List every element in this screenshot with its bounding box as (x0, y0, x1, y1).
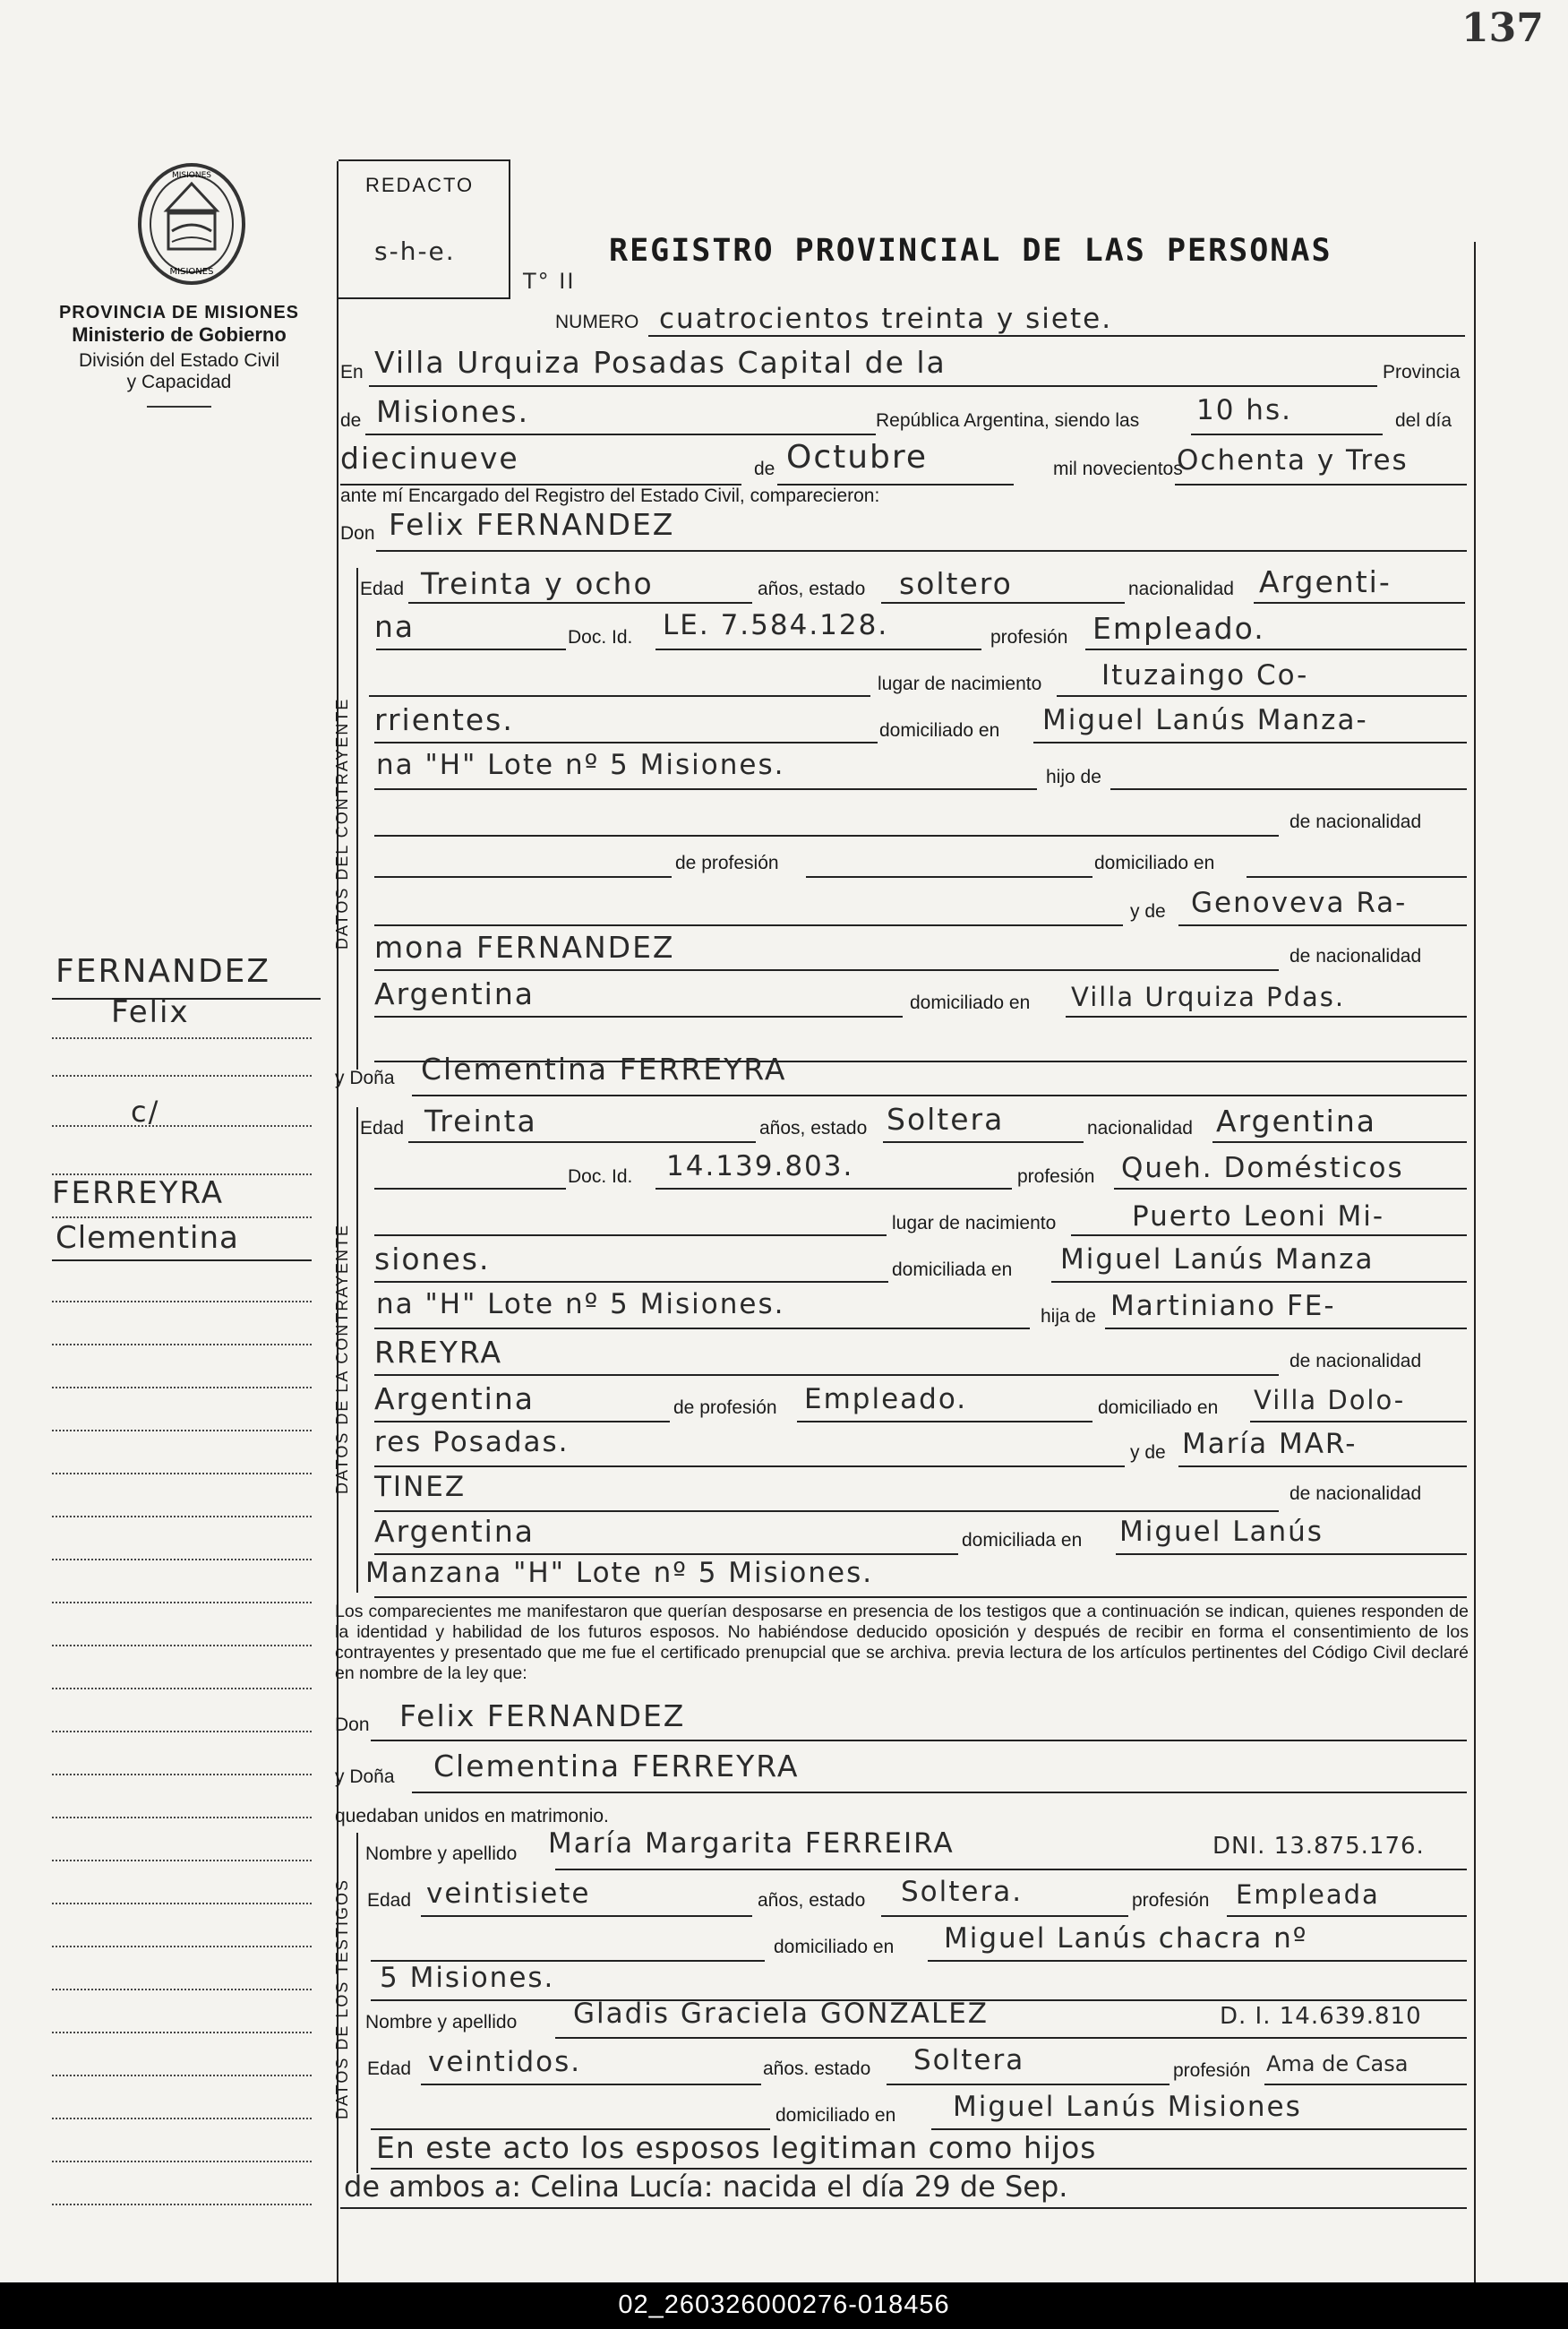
registry-title: REGISTRO PROVINCIAL DE LAS PERSONAS (609, 233, 1332, 269)
bride-mother-address-b: Manzana "H" Lote nº 5 Misiones. (365, 1557, 874, 1589)
margin-dotted-line (52, 1688, 312, 1689)
groom-profession: Empleado. (1092, 611, 1265, 646)
margin-dotted-line (52, 1559, 312, 1560)
bride-birthplace-b: siones. (374, 1242, 491, 1276)
label-lugar-nacimiento: lugar de nacimiento (878, 674, 1042, 694)
bride-mother-a: María MAR- (1182, 1428, 1358, 1460)
bride-profession: Queh. Domésticos (1121, 1152, 1404, 1184)
seal-text-top: MISIONES (171, 171, 212, 180)
margin-dotted-line (52, 1387, 312, 1388)
groom-status: soltero (899, 566, 1013, 601)
label-republica: República Argentina, siendo las (876, 410, 1140, 431)
bride-status: Soltera (887, 1102, 1005, 1137)
label-de-mes: de (754, 459, 775, 479)
label-domiciliado-w1: domiciliado en (774, 1937, 895, 1957)
label-anos-estado-bride: años, estado (759, 1118, 868, 1139)
margin-dotted-line (52, 1860, 312, 1861)
union-bride: Clementina FERREYRA (433, 1749, 800, 1783)
bride-age: Treinta (424, 1104, 537, 1139)
label-provincia: Provincia (1383, 362, 1461, 382)
label-numero: NUMERO (555, 312, 639, 332)
witness2-status: Soltera (913, 2044, 1025, 2076)
witness1-profession: Empleada (1236, 1879, 1380, 1910)
page-number: 137 (1461, 5, 1544, 51)
legitimation-note-1: En este acto los esposos legitiman como hijos (376, 2130, 1097, 2165)
witness1-address-b: 5 Misiones. (380, 1962, 555, 1994)
witness1-name: María Margarita FERREIRA (548, 1827, 955, 1860)
label-edad-w1: Edad (367, 1890, 412, 1911)
label-del-dia: del día (1395, 410, 1452, 431)
groom-mother-address: Villa Urquiza Pdas. (1071, 982, 1346, 1012)
tomo-mark: T° II (523, 269, 576, 294)
groom-doc: LE. 7.584.128. (663, 609, 889, 641)
label-nombre-apellido-2: Nombre y apellido (365, 2012, 518, 2033)
label-mil-novecientos: mil novecientos (1053, 459, 1183, 479)
label-de-nacionalidad-madre-bride: de nacionalidad (1290, 1483, 1422, 1504)
legitimation-note-2: de ambos a: Celina Lucía: nacida el día 29 de Sep. (344, 2170, 1068, 2204)
label-domiciliado: domiciliado en (879, 720, 1000, 741)
margin-dotted-line (52, 1602, 312, 1603)
act-province: Misiones. (376, 394, 530, 429)
label-lugar-nacimiento-bride: lugar de nacimiento (892, 1213, 1057, 1233)
declaration-paragraph: Los comparecientes me manifestaron que querían desposarse en presencia de los testigos que a continuación se indican, quienes responden de la identidad y habilidad de los futuros esposos. No habiéndose deducido oposición y después de recibir en forma el consentimiento de los contrayentes y presentado que me fue el certificado prenupcial que se archiva. previa lectura de los artículos pertinentes del Código Civil declaré en nombre de la ley que: (335, 1602, 1469, 1683)
bride-father-profession: Empleado. (804, 1383, 968, 1415)
label-profesion-w2: profesión (1173, 2060, 1251, 2081)
label-anos-estado: años, estado (758, 579, 866, 599)
label-de-profesion-bride: de profesión (673, 1397, 777, 1418)
ante-text: ante mí Encargado del Registro del Estado Civil, comparecieron: (340, 486, 880, 506)
label-y-de: y de (1130, 901, 1166, 922)
label-edad-w2: Edad (367, 2058, 412, 2079)
quedaban-text: quedaban unidos en matrimonio. (335, 1806, 609, 1826)
label-don: Don (340, 523, 375, 544)
margin-dotted-line (52, 2118, 312, 2119)
margin-dotted-line (52, 1903, 312, 1904)
margin-dotted-line (52, 1516, 312, 1517)
label-nombre-apellido-1: Nombre y apellido (365, 1843, 518, 1864)
witness1-dni: DNI. 13.875.176. (1212, 1833, 1425, 1860)
bride-father-b: RREYRA (374, 1335, 503, 1370)
act-month: Octubre (786, 439, 929, 476)
seal-text-bottom: MISIONES (169, 267, 214, 277)
label-doc-id-bride: Doc. Id. (568, 1166, 633, 1187)
redacto-label: REDACTO (365, 174, 475, 196)
bride-mother-b: TINEZ (374, 1471, 467, 1503)
provincial-seal-icon (131, 161, 253, 288)
label-de: de (340, 410, 362, 431)
label-de-nacionalidad-madre: de nacionalidad (1290, 946, 1422, 967)
label-de-nacionalidad: de nacionalidad (1290, 812, 1422, 832)
margin-dotted-line (52, 1473, 312, 1474)
groom-birthplace-a: Ituzaingo Co- (1101, 659, 1309, 692)
capacity-name: y Capacidad (126, 372, 232, 392)
bride-mother-address-a: Miguel Lanús (1119, 1516, 1324, 1548)
margin-dotted-line (52, 1344, 312, 1345)
margin-connector: c/ (131, 1095, 160, 1129)
margin-dotted-line (52, 1731, 312, 1732)
bride-father-nationality: Argentina (374, 1381, 535, 1416)
bride-address-a: Miguel Lanús Manza (1060, 1243, 1375, 1276)
bride-birthplace-a: Puerto Leoni Mi- (1132, 1200, 1385, 1233)
bride-name: Clementina FERREYRA (421, 1052, 787, 1087)
margin-surname-2: FERREYRA (52, 1175, 225, 1211)
margin-dotted-line (52, 1301, 312, 1302)
groom-mother-nationality: Argentina (374, 976, 535, 1011)
label-y-de-bride: y de (1130, 1442, 1166, 1463)
province-name: PROVINCIA DE MISIONES (58, 303, 300, 322)
margin-dotted-line (52, 2161, 312, 2162)
redacto-box (338, 159, 510, 299)
label-anos-estado-w1: años, estado (758, 1890, 866, 1911)
label-y-dona: y Doña (335, 1068, 395, 1088)
label-anos-estado-w2: años. estado (763, 2058, 871, 2079)
label-doc-id: Doc. Id. (568, 627, 633, 648)
witness1-status: Soltera. (901, 1876, 1024, 1908)
label-don-union: Don (335, 1715, 370, 1735)
witnesses-section-label: DATOS DE LOS TESTIGOS (333, 1878, 351, 2119)
act-year: Ochenta y Tres (1177, 444, 1409, 477)
union-groom: Felix FERNANDEZ (399, 1698, 686, 1733)
bride-data-section-label: DATOS DE LA CONTRAYENTE (333, 1223, 351, 1494)
label-domiciliada-madre: domiciliada en (962, 1530, 1083, 1551)
label-hijo-de: hijo de (1046, 767, 1101, 787)
act-place: Villa Urquiza Posadas Capital de la (374, 345, 947, 380)
division-name: División del Estado Civil (78, 350, 280, 371)
groom-name: Felix FERNANDEZ (389, 507, 675, 542)
witness2-age: veintidos. (428, 2046, 582, 2078)
label-domiciliado-padre-bride: domiciliado en (1098, 1397, 1219, 1418)
witness2-dni: D. I. 14.639.810 (1220, 2003, 1422, 2030)
margin-dotted-line (52, 2032, 312, 2033)
margin-dotted-line (52, 2204, 312, 2205)
label-domiciliado-madre: domiciliado en (910, 993, 1031, 1013)
margin-dotted-line (52, 1430, 312, 1431)
groom-nationality-b: na (374, 609, 416, 644)
label-domiciliado-padre: domiciliado en (1094, 853, 1215, 873)
act-number: cuatrocientos treinta y siete. (659, 303, 1113, 335)
label-de-profesion: de profesión (675, 853, 779, 873)
witness2-address: Miguel Lanús Misiones (953, 2091, 1302, 2123)
margin-dotted-line (52, 1989, 312, 1990)
label-profesion: profesión (990, 627, 1068, 648)
label-nacionalidad: nacionalidad (1128, 579, 1234, 599)
bride-address-b: na "H" Lote nº 5 Misiones. (376, 1288, 785, 1320)
bride-father-address-a: Villa Dolo- (1254, 1385, 1406, 1415)
label-edad-bride: Edad (360, 1118, 405, 1139)
groom-data-section-label: DATOS DEL CONTRAYENTE (333, 697, 351, 950)
margin-dotted-line (52, 2075, 312, 2076)
label-y-dona-union: y Doña (335, 1766, 395, 1787)
label-domiciliada: domiciliada en (892, 1259, 1013, 1280)
label-profesion-w1: profesión (1132, 1890, 1210, 1911)
label-nacionalidad-bride: nacionalidad (1087, 1118, 1193, 1139)
label-domiciliado-w2: domiciliado en (775, 2105, 896, 2126)
witness2-profession: Ama de Casa (1266, 2051, 1409, 2076)
label-en: En (340, 362, 364, 382)
margin-surname-1: FERNANDEZ (56, 953, 271, 990)
witness1-address-a: Miguel Lanús chacra nº (944, 1922, 1308, 1955)
redacto-value: s-h-e. (374, 236, 456, 266)
margin-name-2: Clementina (56, 1220, 239, 1256)
bride-nationality: Argentina (1216, 1104, 1376, 1139)
groom-mother-b: mona FERNANDEZ (374, 930, 675, 965)
ministry-name: Ministerio de Gobierno (72, 323, 287, 346)
margin-dotted-line (52, 1774, 312, 1775)
footer-bar (0, 2282, 1568, 2329)
label-de-nacionalidad-padre-bride: de nacionalidad (1290, 1351, 1422, 1371)
witness1-age: veintisiete (426, 1878, 591, 1910)
groom-address-a: Miguel Lanús Manza- (1042, 704, 1368, 736)
witness2-name: Gladis Graciela GONZALEZ (573, 1998, 990, 2030)
act-hour: 10 hs. (1196, 394, 1292, 426)
margin-name-1: Felix (111, 994, 190, 1030)
bride-father-a: Martiniano FE- (1110, 1290, 1336, 1322)
margin-dotted-line (52, 1645, 312, 1646)
bride-doc: 14.139.803. (666, 1150, 854, 1182)
label-hija-de: hija de (1041, 1306, 1096, 1327)
label-profesion-bride: profesión (1017, 1166, 1095, 1187)
act-day: diecinueve (340, 441, 519, 476)
groom-address-b: na "H" Lote nº 5 Misiones. (376, 749, 785, 781)
bride-mother-nationality: Argentina (374, 1514, 535, 1549)
groom-nationality-a: Argenti- (1259, 564, 1392, 599)
margin-dotted-line (52, 1817, 312, 1818)
footer-code: 02_260326000276-018456 (618, 2290, 950, 2319)
bride-father-address-b: res Posadas. (374, 1426, 570, 1458)
groom-age: Treinta y ocho (421, 566, 654, 601)
label-edad: Edad (360, 579, 405, 599)
groom-birthplace-b: rrientes. (374, 702, 514, 737)
margin-dotted-line (52, 1946, 312, 1947)
groom-mother-a: Genoveva Ra- (1191, 887, 1408, 919)
